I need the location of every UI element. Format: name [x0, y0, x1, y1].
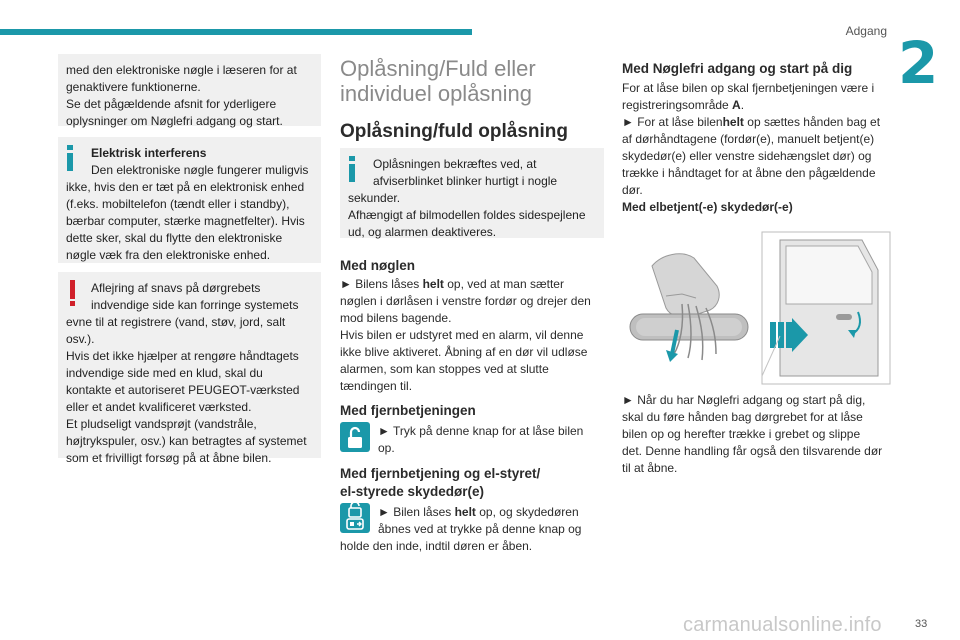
page-number: 33 [915, 618, 928, 630]
text-line: skydedør(e) eller venstre sidehængslet dør) og [622, 149, 872, 163]
text-line: afviserblinket blinker hurtigt i nogle [373, 174, 558, 188]
heading-line: Oplåsning/Fuld eller [340, 56, 536, 81]
note-box [58, 54, 321, 126]
text-line: dør. [622, 183, 643, 197]
header-accent-bar [0, 29, 472, 35]
text-line: Afhængigt af bilmodellen foldes sidespejlene [348, 208, 586, 222]
door-handle-illustration [622, 226, 892, 386]
text-line: sekunder. [348, 191, 401, 205]
watermark: carmanualsonline.info [683, 614, 882, 636]
text-line: som et frivilligt forsøg på at åbne bilen. [66, 451, 272, 465]
sliding-door-drawing [762, 232, 890, 384]
chapter-number: 2 [898, 29, 939, 97]
text-line: det. Denne handling får også den tilsvarende dør [622, 444, 883, 458]
text-line: (f.eks. mobiltelefon (tændt eller i standby), [66, 197, 290, 211]
text-line: oplysninger om Nøglefri adgang og start. [66, 114, 283, 128]
text-line: bærbar computer, stærke magnetfelter). Hvis [66, 214, 305, 228]
text-line: Hvis bilen er udstyret med en alarm, vil denne [340, 328, 584, 342]
heading-line: individuel oplåsning [340, 81, 533, 106]
text-line: Et pludseligt vandsprøjt (vandstråle, [66, 417, 257, 431]
text-line: nøgle væk fra den elektroniske enhed. [66, 248, 271, 262]
text-line: bilen op og herefter trække i grebet og slippe [622, 427, 861, 441]
text-line: alarmen, som kan stoppes ved at slutte [340, 362, 549, 376]
text-line: op. [378, 441, 395, 455]
text-line: tændingen til. [340, 379, 413, 393]
text-line: til at åbne. [622, 461, 678, 475]
text-line: evne til at registrere (vand, støv, jord, salt [66, 315, 286, 329]
text-line: Den elektroniske nøgle fungerer muligvis [91, 163, 309, 177]
text-line: højtrykspuler, osv.) kan betragtes af systemet [66, 434, 307, 448]
key-heading: Med nøglen [340, 258, 415, 273]
text-line: eller et andet kvalificeret værksted. [66, 400, 252, 414]
remote-paragraph [378, 423, 604, 457]
subsection-heading: Oplåsning/fuld oplåsning [340, 121, 568, 142]
info-icon [347, 156, 357, 182]
text-line: ► Bilen låses helt op, og skydedøren [378, 505, 579, 519]
info-box [340, 148, 604, 238]
warning-icon [67, 280, 77, 306]
text-line: ud, og alarmen deaktiveres. [348, 225, 497, 239]
heading-line: Med fjernbetjening og el-styret/ [340, 466, 541, 481]
text-line: ikke, hvis den er tæt på en elektronisk enhed [66, 180, 305, 194]
section-heading [340, 56, 604, 106]
text-line: indvendige side kan forringe systemets [91, 298, 299, 312]
electric-door-paragraph [622, 392, 894, 477]
text-line: mod bilens bagende. [340, 311, 452, 325]
text-line: genaktivere funktionerne. [66, 80, 201, 94]
electric-door-subheading: Med elbetjent(-e) skydedør(-e) [622, 200, 793, 214]
info-box [58, 137, 321, 263]
key-paragraph [340, 276, 604, 395]
text-line: For at låse bilen op skal fjernbetjeningen være i [622, 81, 875, 95]
text-line: indvendige side med en klud, skal du [66, 366, 263, 380]
unlock-icon [340, 422, 370, 452]
text-line: af dørhåndtagene (fordør(e), manuelt betjent(e) [622, 132, 875, 146]
text-line: registreringsområde A. [622, 98, 745, 112]
info-title: Elektrisk interferens [91, 146, 207, 160]
text-line: åbnes ved at trykke på denne knap og [378, 522, 582, 536]
text-line: Aflejring af snavs på dørgrebets [91, 281, 261, 295]
text-line: skal du føre hånden bag dørgrebet for at låse [622, 410, 863, 424]
text-line: Hvis det ikke hjælper at rengøre håndtagets [66, 349, 299, 363]
text-line: holde den inde, indtil døren er åben. [340, 539, 533, 553]
section-title: Adgang [845, 24, 887, 38]
text-line: ► Bilens låses helt op, ved at man sætter [340, 277, 564, 291]
hand-on-handle-drawing [630, 254, 748, 362]
warning-box [58, 272, 321, 465]
heading-line: el-styrede skydedør(e) [340, 484, 485, 499]
text-line: ► Tryk på denne knap for at låse bilen [378, 424, 584, 438]
text-line: nøglen i dørlåsen i venstre fordør og drejer den [340, 294, 591, 308]
text-line: dette sker, skal du flytte den elektroniske [66, 231, 283, 245]
remote-sliding-heading [340, 465, 604, 501]
text-line: Oplåsningen bekræftes ved, at [373, 157, 537, 171]
remote-sliding-paragraph [340, 504, 604, 555]
text-line: ikke blive aktiveret. Åbning af en dør vil udløse [340, 345, 588, 359]
text-line: ► Når du har Nøglefri adgang og start på dig, [622, 393, 866, 407]
text-line: kontakte et autoriseret PEUGEOT-værksted [66, 383, 300, 397]
unlock-icon-graphic [340, 422, 370, 452]
text-line: trække i håndtaget for at åbne den pågældende [622, 166, 876, 180]
text-line: med den elektroniske nøgle i læseren for at [66, 63, 297, 77]
remote-heading: Med fjernbetjeningen [340, 403, 476, 418]
keyless-paragraph [622, 80, 894, 199]
text-line: ► For at låse bilenhelt op sættes hånden bag et [622, 115, 881, 129]
keyless-heading: Med Nøglefri adgang og start på dig [622, 61, 853, 76]
info-icon [65, 145, 75, 171]
text-line: Se det pågældende afsnit for yderligere [66, 97, 277, 111]
text-line: osv.). [66, 332, 95, 346]
